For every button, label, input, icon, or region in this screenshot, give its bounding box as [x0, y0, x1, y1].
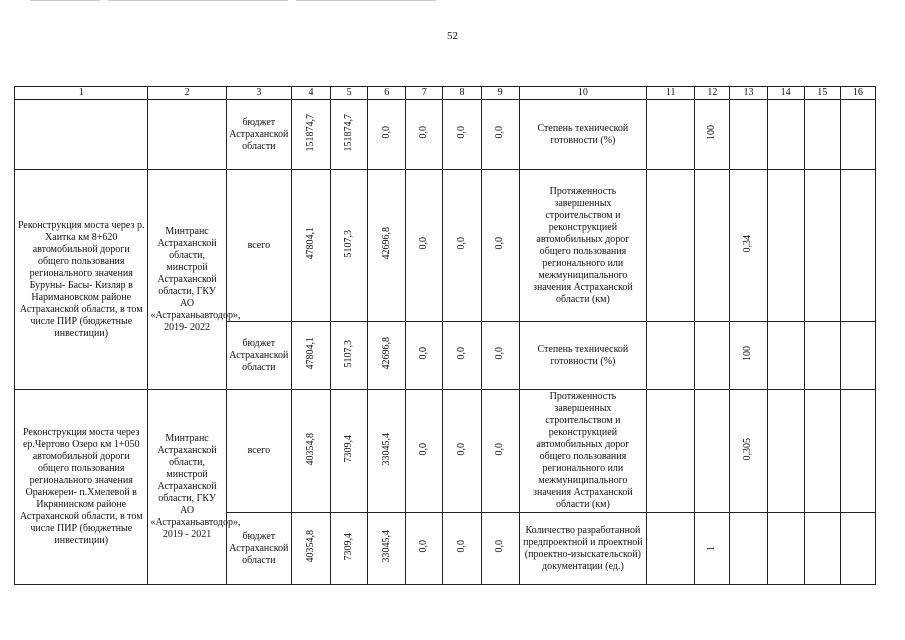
value-cell — [804, 170, 840, 322]
amount-value: 0,0 — [456, 540, 467, 553]
value-cell — [647, 513, 695, 585]
value-cell — [647, 322, 695, 390]
amount-cell — [331, 100, 368, 170]
value-cell — [730, 322, 767, 390]
project-name-cell: Реконструкция моста через р. Хаитка км 8+620 автомобильной дороги общего пользования регионального значения Буруны- Басы- Кизляр в Наримановском районе Астраханской области, в том числе ПИР (бюджетные инвестиции) — [15, 170, 148, 390]
column-number: 7 — [406, 87, 443, 100]
column-number: 5 — [331, 87, 368, 100]
amount-cell — [406, 100, 443, 170]
amount-cell — [368, 170, 406, 322]
table-row — [15, 390, 876, 513]
scan-rule — [108, 0, 288, 1]
amount-cell — [291, 390, 330, 513]
amount-cell — [331, 170, 368, 322]
amount-value: 0,0 — [494, 540, 506, 553]
amount-cell — [443, 513, 481, 585]
indicator-value: 100 — [742, 346, 754, 361]
amount-cell — [291, 322, 330, 390]
indicator-cell: Количество разработанной предпроектной и проектной (проектно-изыскательской) документации (ед.) — [519, 513, 646, 585]
amount-cell — [481, 100, 519, 170]
amount-value: 42696,8 — [380, 337, 392, 370]
value-cell — [730, 390, 767, 513]
value-cell — [804, 390, 840, 513]
executor-cell: Минтранс Астраханской области, минстрой Астраханской области, ГКУ АО «Астраханьавтодор», 2019 - 2021 — [148, 390, 226, 585]
amount-cell — [443, 100, 481, 170]
column-number: 13 — [730, 87, 767, 100]
amount-value: 0,0 — [494, 442, 506, 456]
amount-value: 42696,8 — [380, 227, 392, 260]
funding-source-cell: бюджет Астраханской области — [226, 322, 291, 390]
amount-cell — [443, 390, 481, 513]
column-number: 14 — [767, 87, 804, 100]
indicator-value: 0,305 — [742, 437, 754, 461]
amount-value: 0,0 — [494, 347, 506, 360]
value-cell — [767, 322, 804, 390]
value-cell — [695, 322, 730, 390]
amount-value: 0,0 — [456, 347, 467, 360]
amount-value: 0,0 — [418, 347, 430, 360]
value-cell — [767, 100, 804, 170]
amount-cell — [331, 322, 368, 390]
value-cell — [840, 322, 875, 390]
amount-cell — [481, 513, 519, 585]
amount-value: 5107,3 — [343, 229, 355, 258]
value-cell — [695, 513, 730, 585]
column-number: 12 — [695, 87, 730, 100]
amount-cell — [331, 390, 368, 513]
amount-value: 7309,4 — [343, 532, 355, 561]
amount-value: 40354,8 — [305, 530, 316, 563]
amount-cell — [406, 513, 443, 585]
value-cell — [730, 513, 767, 585]
page-number: 52 — [447, 30, 458, 42]
column-number-row — [15, 87, 876, 100]
value-cell — [840, 513, 875, 585]
amount-cell — [291, 170, 330, 322]
indicator-value: 1 — [706, 545, 718, 551]
amount-value: 7309,4 — [343, 435, 355, 463]
value-cell — [730, 100, 767, 170]
value-cell — [695, 390, 730, 513]
column-number: 6 — [368, 87, 406, 100]
indicator-value: 100 — [706, 125, 718, 140]
scan-rule — [296, 0, 436, 1]
amount-cell — [291, 100, 330, 170]
amount-cell — [291, 513, 330, 585]
amount-value: 0,0 — [456, 442, 467, 456]
project-name-cell — [15, 100, 148, 170]
funding-source-cell: всего — [226, 390, 291, 513]
program-table — [14, 86, 876, 585]
amount-cell — [406, 322, 443, 390]
value-cell — [804, 513, 840, 585]
value-cell — [695, 170, 730, 322]
amount-cell — [481, 322, 519, 390]
amount-value: 0,0 — [418, 237, 430, 250]
table-row — [15, 100, 876, 170]
amount-cell — [368, 390, 406, 513]
value-cell — [804, 100, 840, 170]
executor-cell — [148, 100, 226, 170]
value-cell — [647, 170, 695, 322]
project-name-cell: Реконструкция моста через ер.Чертово Озеро км 1+050 автомобильной дороги общего пользования регионального значения Оранжереи- п.Хмелевой в Икрянинском районе Астраханской области, в том числе ПИР (бюджетные инвестиции) — [15, 390, 148, 585]
amount-value: 151874,7 — [305, 113, 316, 152]
amount-value: 0,0 — [418, 540, 430, 553]
value-cell — [840, 100, 875, 170]
amount-value: 33045,4 — [380, 530, 392, 563]
amount-cell — [368, 322, 406, 390]
amount-cell — [368, 513, 406, 585]
column-number: 2 — [148, 87, 226, 100]
value-cell — [767, 513, 804, 585]
amount-cell — [368, 100, 406, 170]
indicator-value: 0,34 — [742, 234, 754, 253]
value-cell — [695, 100, 730, 170]
funding-source-cell: бюджет Астраханской области — [226, 100, 291, 170]
amount-cell — [406, 170, 443, 322]
amount-cell — [443, 322, 481, 390]
amount-cell — [481, 390, 519, 513]
amount-value: 151874,7 — [343, 113, 355, 152]
indicator-cell: Протяженность завершенных строительством и реконструкцией автомобильных дорог общего пользования регионального или межмуниципального значения Астраханской области (км) — [519, 390, 646, 513]
executor-cell: Минтранс Астраханской области, минстрой Астраханской области, ГКУ АО «Астраханьавтодор», 2019- 2022 — [148, 170, 226, 390]
value-cell — [840, 170, 875, 322]
amount-value: 0,0 — [418, 442, 430, 456]
amount-value: 0,0 — [456, 237, 467, 250]
amount-value: 0,0 — [380, 126, 392, 139]
value-cell — [767, 390, 804, 513]
scan-rule — [30, 0, 100, 1]
funding-source-cell: бюджет Астраханской области — [226, 513, 291, 585]
column-number: 10 — [519, 87, 646, 100]
value-cell — [840, 390, 875, 513]
indicator-cell: Степень технической готовности (%) — [519, 100, 646, 170]
amount-value: 40354,8 — [305, 432, 316, 466]
amount-cell — [331, 513, 368, 585]
value-cell — [804, 322, 840, 390]
amount-cell — [443, 170, 481, 322]
value-cell — [647, 390, 695, 513]
indicator-cell: Протяженность завершенных строительством и реконструкцией автомобильных дорог общего пользования регионального или межмуниципального значения Астраханской области (км) — [519, 170, 646, 322]
column-number: 8 — [443, 87, 481, 100]
column-number: 9 — [481, 87, 519, 100]
amount-value: 47804,1 — [305, 227, 316, 260]
amount-cell — [406, 390, 443, 513]
amount-value: 5107,3 — [343, 339, 355, 368]
column-number: 1 — [15, 87, 148, 100]
value-cell — [767, 170, 804, 322]
amount-cell — [481, 170, 519, 322]
column-number: 4 — [291, 87, 330, 100]
funding-source-cell: всего — [226, 170, 291, 322]
value-cell — [647, 100, 695, 170]
column-number: 3 — [226, 87, 291, 100]
amount-value: 33045,4 — [380, 432, 392, 466]
amount-value: 0,0 — [456, 126, 467, 139]
indicator-cell: Степень технической готовности (%) — [519, 322, 646, 390]
amount-value: 0,0 — [494, 126, 506, 139]
column-number: 16 — [840, 87, 875, 100]
amount-value: 47804,1 — [305, 337, 316, 370]
column-number: 15 — [804, 87, 840, 100]
amount-value: 0,0 — [494, 237, 506, 250]
amount-value: 0,0 — [418, 126, 430, 139]
value-cell — [730, 170, 767, 322]
table-row — [15, 170, 876, 322]
column-number: 11 — [647, 87, 695, 100]
